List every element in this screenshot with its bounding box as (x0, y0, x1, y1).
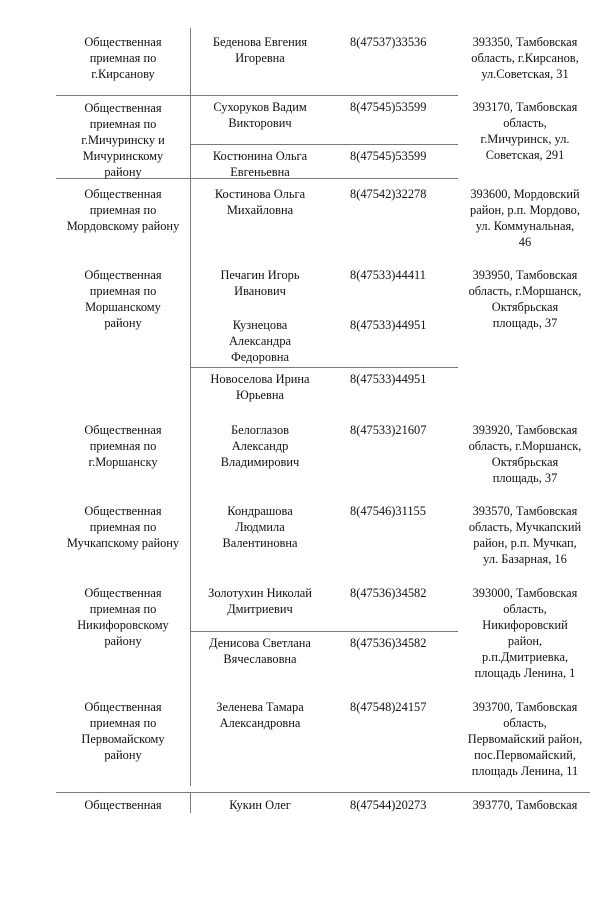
office-cell-kirsanov: Общественная приемная по г.Кирсанову (84, 35, 162, 81)
person-name-cell: Зеленева Тамара Александровна (216, 700, 304, 730)
column-divider-1 (190, 28, 191, 786)
person-name-cell: Кукин Олег (229, 798, 291, 812)
office-cell-muchkap: Общественная приемная по Мучкапскому району (66, 504, 180, 550)
phone-cell: 8(47548)24157 (350, 700, 427, 714)
phone-cell: 8(47537)33536 (350, 35, 427, 49)
office-cell-mordovo: Общественная приемная по Мордовскому району (66, 187, 180, 233)
address-cell-morshansk-city: 393920, Тамбовская область, г.Моршанск, Октябрьская площадь, 37 (468, 423, 582, 485)
office-cell-pervomaisky: Общественная приемная по Первомайскому району (81, 700, 165, 762)
address-cell-mordovo: 393600, Мордовский район, р.п. Мордово, ул. Коммунальная, 46 (470, 187, 580, 249)
address-cell-michurinsk: 393170, Тамбовская область, г.Мичуринск, ул. Советская, 291 (472, 100, 578, 162)
person-name-cell: Кузнецова Александра Федоровна (228, 318, 292, 364)
phone-cell: 8(47545)53599 (350, 100, 427, 114)
person-name-cell: Белоглазов Александр Владимирович (220, 423, 300, 469)
phone-cell: 8(47533)44411 (350, 268, 426, 282)
row-divider (56, 95, 190, 96)
column-divider-2 (190, 793, 191, 813)
cell-divider (190, 367, 458, 368)
person-name-cell: Кондрашова Людмила Валентиновна (222, 504, 298, 550)
person-name-cell: Золотухин Николай Дмитриевич (208, 586, 312, 616)
office-cell-partial: Общественная (84, 798, 162, 812)
person-name-cell: Денисова Светлана Вячеславовна (209, 636, 311, 666)
phone-cell: 8(47536)34582 (350, 586, 427, 600)
person-name-cell: Новоселова Ирина Юрьевна (210, 372, 310, 402)
phone-cell: 8(47536)34582 (350, 636, 427, 650)
person-name-cell: Костюнина Ольга Евгеньевна (212, 149, 308, 179)
phone-cell: 8(47545)53599 (350, 149, 427, 163)
phone-cell: 8(47533)44951 (350, 372, 427, 386)
row-divider (190, 95, 458, 96)
phone-cell: 8(47546)31155 (350, 504, 426, 518)
person-name-cell: Костинова Ольга Михайловна (214, 187, 306, 217)
row-divider (56, 792, 590, 793)
address-cell-nikiforovka: 393000, Тамбовская область, Никифоровский район, р.п.Дмитриевка, площадь Ленина, 1 (472, 586, 578, 680)
cell-divider (190, 631, 458, 632)
person-name-cell: Сухоруков Вадим Викторович (213, 100, 307, 130)
phone-cell: 8(47533)21607 (350, 423, 427, 437)
address-cell-morshansk-district: 393950, Тамбовская область, г.Моршанск, Октябрьская площадь, 37 (468, 268, 582, 330)
office-cell-nikiforovka: Общественная приемная по Никифоровскому району (77, 586, 169, 648)
cell-divider (190, 144, 458, 145)
person-name-cell: Беденова Евгения Игоревна (212, 35, 308, 65)
address-cell-partial: 393770, Тамбовская (472, 798, 578, 812)
phone-cell: 8(47544)20273 (350, 798, 427, 812)
address-cell-muchkap: 393570, Тамбовская область, Мучкапский район, р.п. Мучкап, ул. Базарная, 16 (468, 504, 582, 566)
office-cell-morshansk-district: Общественная приемная по Моршанскому району (84, 268, 162, 330)
phone-cell: 8(47533)44951 (350, 318, 427, 332)
office-cell-morshansk-city: Общественная приемная по г.Моршанску (84, 423, 162, 469)
person-name-cell: Печагин Игорь Иванович (220, 268, 300, 298)
office-cell-michurinsk: Общественная приемная по г.Мичуринску и Мичуринскому району (81, 101, 165, 179)
phone-cell: 8(47542)32278 (350, 187, 427, 201)
address-cell-pervomaisky: 393700, Тамбовская область, Первомайский район, пос.Первомайский, площадь Ленина, 11 (467, 700, 583, 778)
address-cell-kirsanov: 393350, Тамбовская область, г.Кирсанов, ул.Советская, 31 (471, 35, 579, 81)
